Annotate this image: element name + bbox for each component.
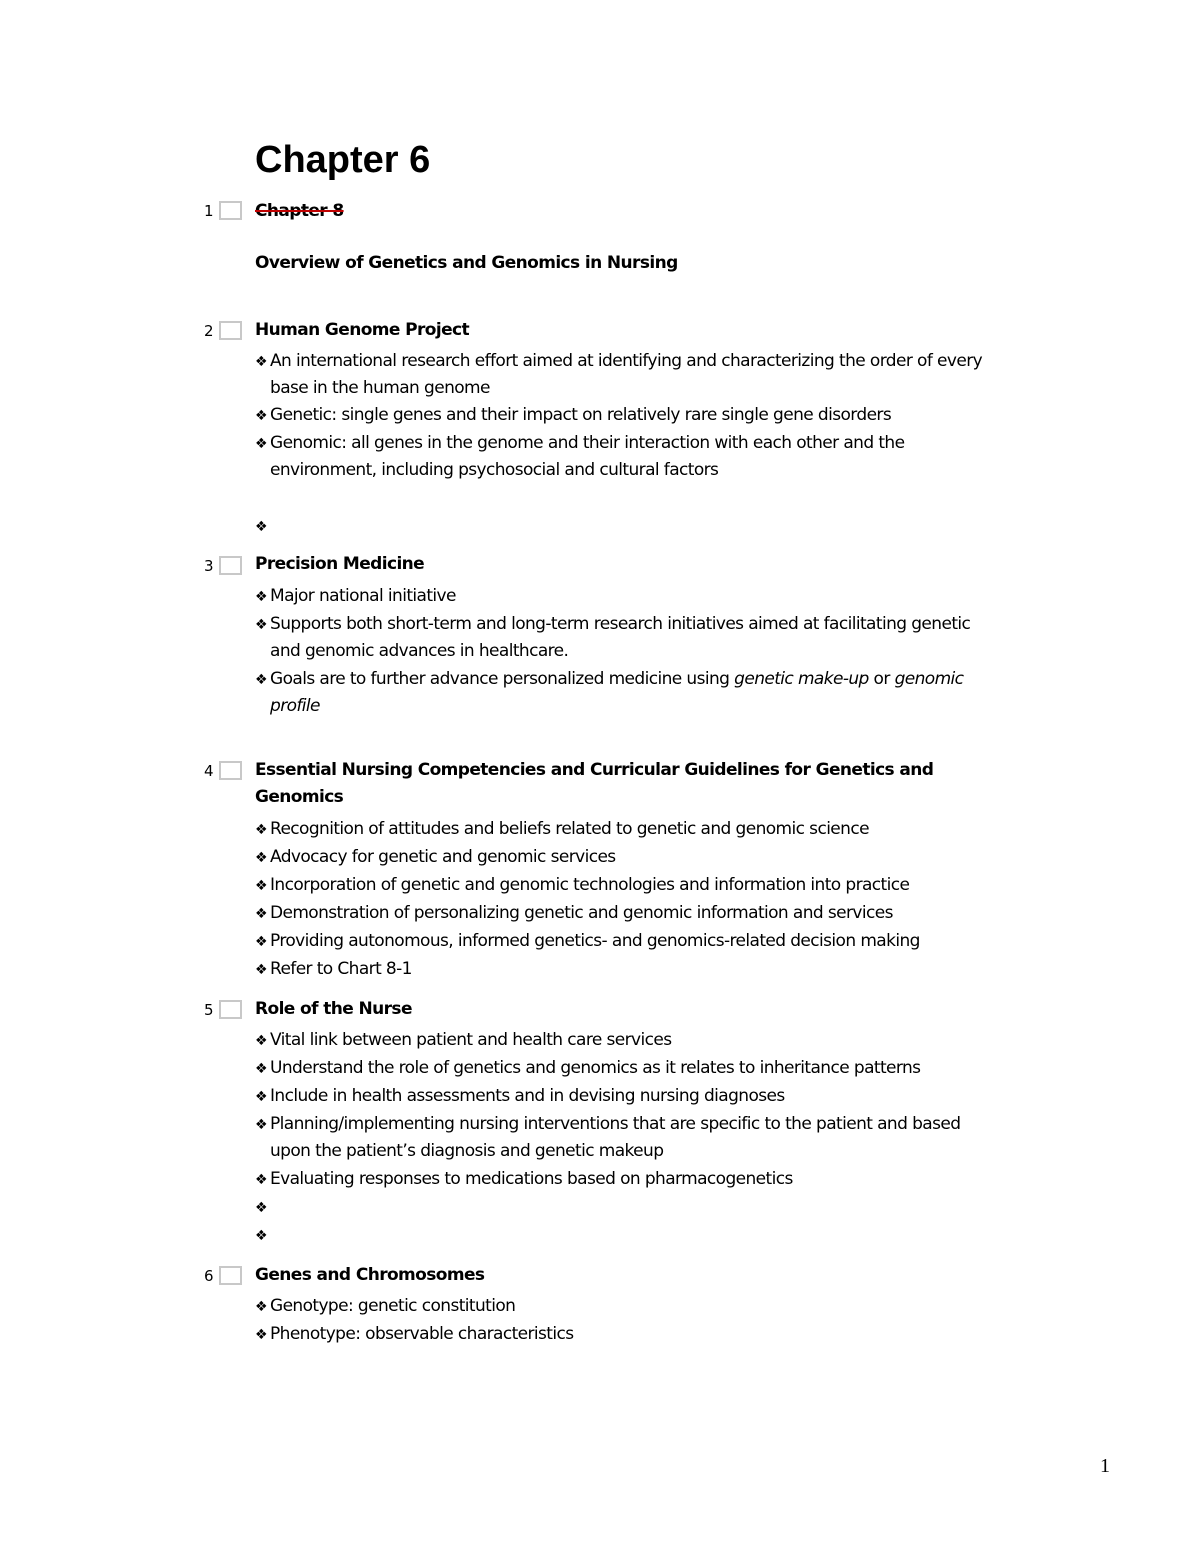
bullet-item [255,1321,990,1348]
diamond-bullet-icon: ❖ [255,934,267,950]
bullet-text: Genotype: genetic constitution [270,1296,516,1316]
slide-number: 6 [204,1267,214,1285]
slide-heading: Role of the Nurse [255,999,412,1019]
bullet-item [255,348,990,401]
diamond-bullet-icon: ❖ [255,1089,267,1105]
bullet-text: Genetic: single genes and their impact on relatively rare single gene disorders [270,405,892,425]
diamond-bullet-icon: ❖ [255,1061,267,1077]
bullet-text: Advocacy for genetic and genomic services [270,847,616,867]
bullet-text: Major national initiative [270,586,456,606]
diamond-bullet-icon: ❖ [255,589,267,605]
bullet-text-italic: genomic profile [270,669,964,716]
diamond-bullet-icon: ❖ [255,1172,267,1188]
diamond-bullet-icon: ❖ [255,878,267,894]
bullet-text: Understand the role of genetics and genomics as it relates to inheritance patterns [270,1058,921,1078]
bullet-text-part: Goals are to further advance personalized medicine using [270,669,735,689]
bullet-item [255,666,990,719]
bullet-text: Refer to Chart 8-1 [270,959,412,979]
bullet-item [255,1027,990,1054]
bullet-text: Incorporation of genetic and genomic technologies and information into practice [270,875,910,895]
bullet-item [255,1194,990,1221]
bullet-item [255,583,990,610]
bullet-text: An international research effort aimed at identifying and characterizing the order of every base in the human genome [270,351,983,398]
bullet-text: Planning/implementing nursing interventions that are specific to the patient and based upon the patient’s diagnosis and genetic makeup [270,1114,961,1161]
diamond-bullet-icon: ❖ [255,1299,267,1315]
diamond-bullet-icon: ❖ [255,519,267,535]
diamond-bullet-icon: ❖ [255,1327,267,1343]
bullet-text: Evaluating responses to medications based on pharmacogenetics [270,1169,793,1189]
bullet-text: Genomic: all genes in the genome and their interaction with each other and the environment, including psychosocial and cultural factors [270,433,905,480]
diamond-bullet-icon: ❖ [255,617,267,633]
diamond-bullet-icon: ❖ [255,1228,267,1244]
bullet-item [255,1083,990,1110]
bullet-item [255,611,990,664]
page-number: 1 [1100,1455,1110,1477]
slide-number: 2 [204,322,214,340]
bullet-item [255,402,990,429]
slide-heading: Genes and Chromosomes [255,1265,485,1285]
bullet-item [255,872,990,899]
slide-heading: Essential Nursing Competencies and Curricular Guidelines for Genetics and Genomics [255,760,934,807]
diamond-bullet-icon: ❖ [255,822,267,838]
diamond-bullet-icon: ❖ [255,962,267,978]
bullet-item [255,816,990,843]
slide-thumbnail-placeholder [219,556,242,575]
bullet-item [255,1055,990,1082]
bullet-text-italic: genetic make-up [734,669,869,689]
bullet-item [255,1293,990,1320]
bullet-item [255,928,990,955]
bullet-text: Phenotype: observable characteristics [270,1324,574,1344]
bullet-text: Vital link between patient and health care services [270,1030,672,1050]
document-title: Chapter 6 [255,139,431,181]
bullet-item [255,956,990,983]
slide-number: 3 [204,557,214,575]
slide-thumbnail-placeholder [219,321,242,340]
bullet-item [255,1111,990,1164]
bullet-text-part: or [868,669,895,689]
bullet-item [255,900,990,927]
bullet-item [255,1222,990,1249]
bullet-item [255,1166,990,1193]
diamond-bullet-icon: ❖ [255,906,267,922]
diamond-bullet-icon: ❖ [255,408,267,424]
slide-subtitle: Overview of Genetics and Genomics in Nursing [255,253,678,273]
slide-heading: Human Genome Project [255,320,470,340]
slide-thumbnail-placeholder [219,761,242,780]
diamond-bullet-icon: ❖ [255,1117,267,1133]
slide-number: 5 [204,1001,214,1019]
bullet-text: Recognition of attitudes and beliefs related to genetic and genomic science [270,819,869,839]
diamond-bullet-icon: ❖ [255,1200,267,1216]
slide-thumbnail-placeholder [219,201,242,220]
slide-heading: Precision Medicine [255,554,425,574]
bullet-text: Include in health assessments and in devising nursing diagnoses [270,1086,785,1106]
bullet-item [255,513,990,540]
diamond-bullet-icon: ❖ [255,1033,267,1049]
bullet-text: Demonstration of personalizing genetic and genomic information and services [270,903,893,923]
bullet-item [255,844,990,871]
slide-thumbnail-placeholder [219,1000,242,1019]
diamond-bullet-icon: ❖ [255,672,267,688]
bullet-item [255,430,990,483]
diamond-bullet-icon: ❖ [255,354,267,370]
slide-heading-struck: Chapter 8 [255,201,344,221]
diamond-bullet-icon: ❖ [255,850,267,866]
diamond-bullet-icon: ❖ [255,436,267,452]
bullet-text: Providing autonomous, informed genetics- and genomics-related decision making [270,931,920,951]
slide-number: 4 [204,762,214,780]
slide-number: 1 [204,202,214,220]
slide-thumbnail-placeholder [219,1266,242,1285]
bullet-text: Supports both short-term and long-term research initiatives aimed at facilitating genetic and genomic advances in healthcare. [270,614,971,661]
